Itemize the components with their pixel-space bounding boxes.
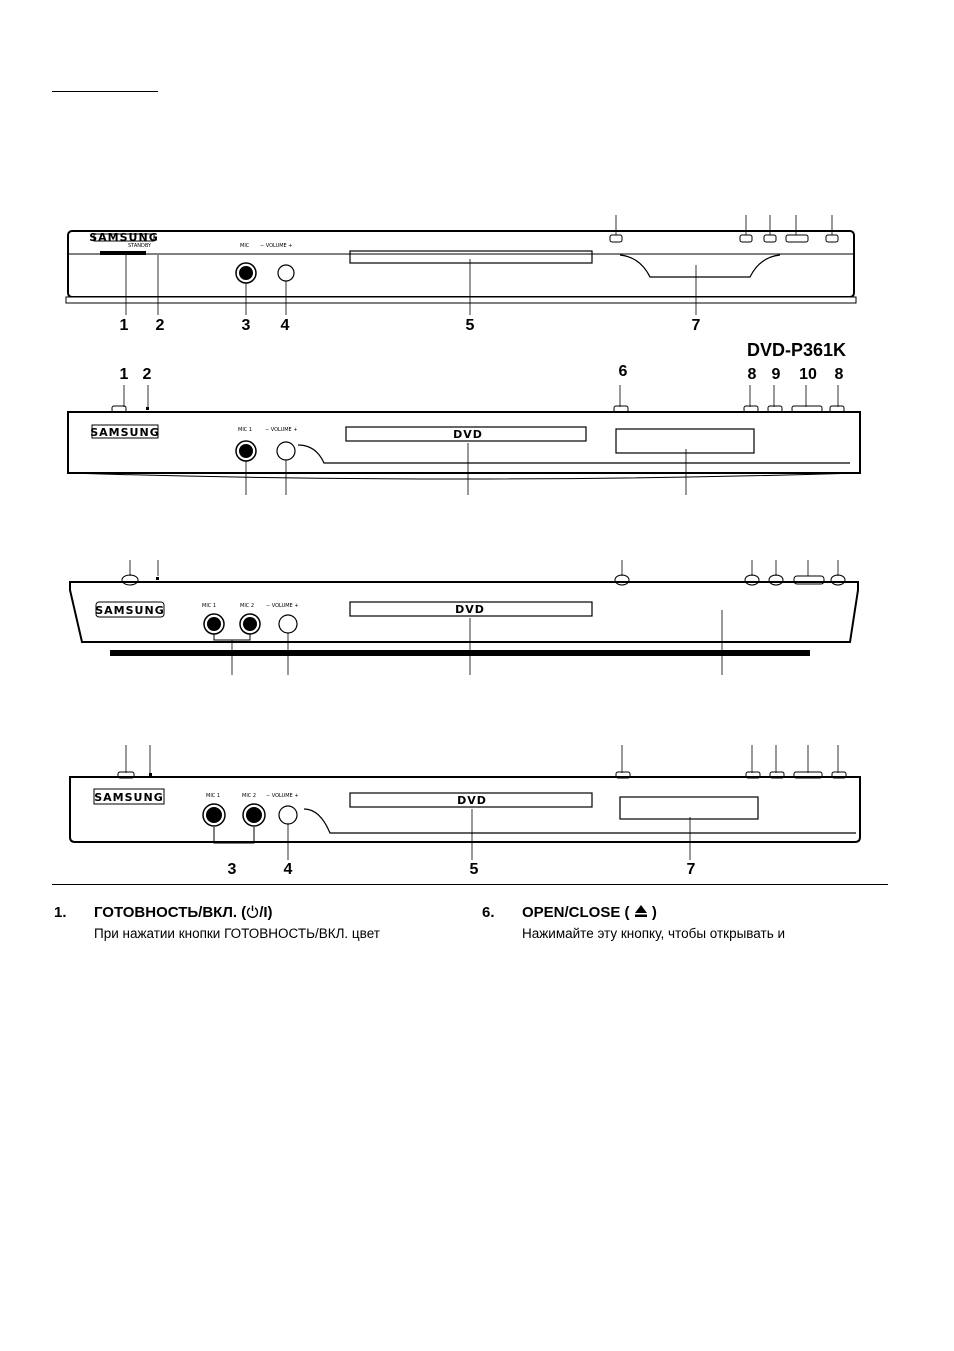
description-6-title <box>522 904 657 921</box>
front-panel-2 <box>60 385 860 495</box>
callout-8-b: 8 <box>747 366 757 383</box>
description-1-title-text: ГОТОВНОСТЬ/ВКЛ. ( <box>94 904 247 921</box>
description-6-number: 6. <box>482 904 495 921</box>
brand-text-4: SAMSUNG <box>94 791 164 804</box>
front-panel-1 <box>60 215 860 315</box>
front-panel-4 <box>60 745 860 860</box>
callout-9-b: 9 <box>771 366 781 383</box>
description-1-text: При нажатии кнопки ГОТОВНОСТЬ/ВКЛ. цвет <box>94 926 380 941</box>
dvd-logo: DVD <box>453 428 483 441</box>
model-label: DVD-P361K <box>747 340 847 360</box>
callout-4-d: 4 <box>283 861 293 878</box>
eject-icon <box>634 904 648 918</box>
description-1-title-suffix: /I) <box>259 904 273 921</box>
volume-label-3: − VOLUME + <box>266 603 299 609</box>
top-rule <box>52 91 158 92</box>
brand-text-3: SAMSUNG <box>95 604 165 617</box>
callout-7-a: 7 <box>691 317 701 334</box>
mic2-label-3: MIC 2 <box>240 603 255 609</box>
description-1-title <box>94 904 273 921</box>
callout-2-a: 2 <box>155 317 165 334</box>
description-6-text: Нажимайте эту кнопку, чтобы открывать и <box>522 926 786 941</box>
description-6-title-suffix: ) <box>647 904 657 921</box>
mic-label: MIC <box>240 243 250 249</box>
description-6-title-text: OPEN/CLOSE ( <box>522 904 630 921</box>
description-6 <box>482 904 902 954</box>
description-1 <box>54 904 454 954</box>
volume-label-2: − VOLUME + <box>265 427 298 433</box>
callout-3-a: 3 <box>241 317 251 334</box>
front-panel-3 <box>60 560 860 675</box>
callout-4-a: 4 <box>280 317 290 334</box>
mic1-label-4: MIC 1 <box>206 793 221 799</box>
callout-1-b: 1 <box>119 366 129 383</box>
callout-6-b: 6 <box>618 363 628 380</box>
callout-1-a: 1 <box>119 317 129 334</box>
brand-text: SAMSUNG <box>89 231 159 244</box>
callout-3-d: 3 <box>227 861 237 878</box>
power-icon <box>246 905 259 918</box>
callout-8b-b: 8 <box>834 366 844 383</box>
standby-label: STANDBY <box>128 243 152 249</box>
mic1-label-3: MIC 1 <box>202 603 217 609</box>
dvd-logo-3: DVD <box>455 603 485 616</box>
callout-5-d: 5 <box>469 861 479 878</box>
callout-7-d: 7 <box>686 861 696 878</box>
brand-text-2: SAMSUNG <box>90 426 160 439</box>
callout-10-b: 10 <box>799 366 817 383</box>
volume-label-4: − VOLUME + <box>266 793 299 799</box>
volume-label: − VOLUME + <box>260 243 293 249</box>
section-divider <box>52 884 888 885</box>
callout-2-b: 2 <box>142 366 152 383</box>
dvd-logo-4: DVD <box>457 794 487 807</box>
callout-5-a: 5 <box>465 317 475 334</box>
description-1-number: 1. <box>54 904 67 921</box>
mic1-label: MIC 1 <box>238 427 253 433</box>
mic2-label-4: MIC 2 <box>242 793 257 799</box>
